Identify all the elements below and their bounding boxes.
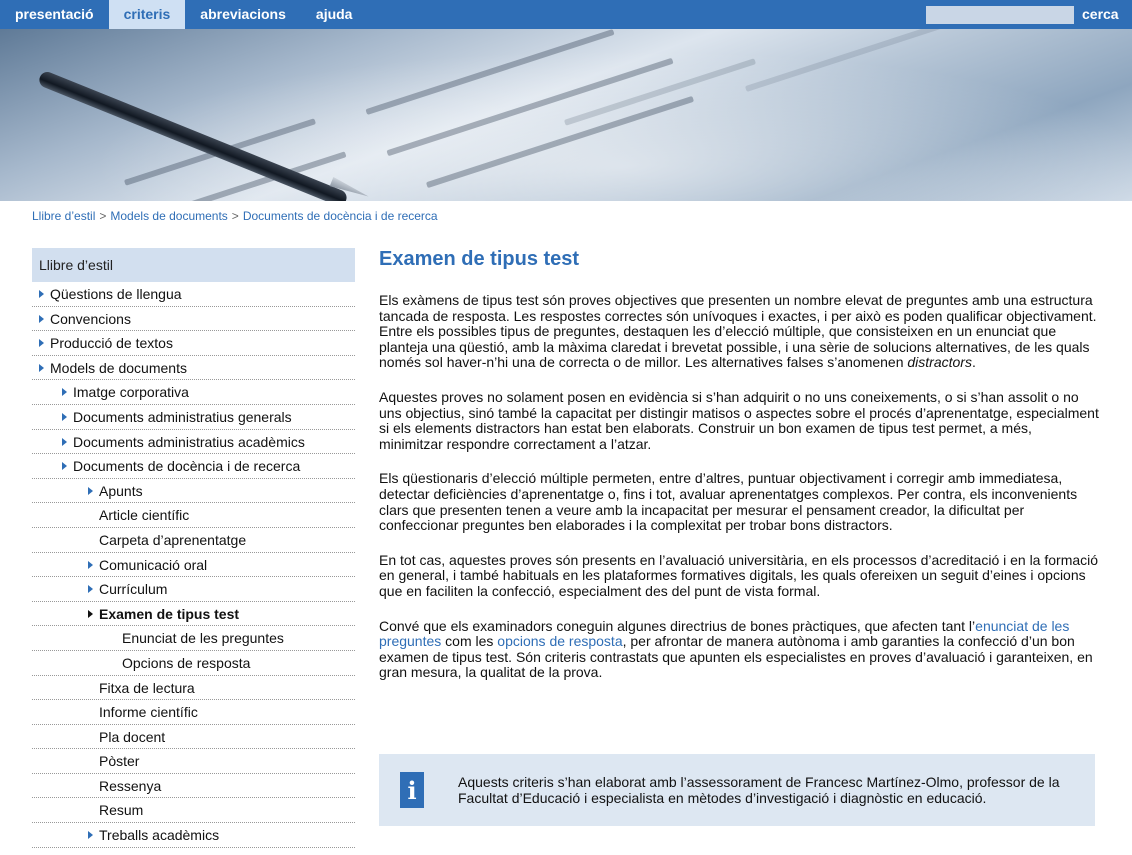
breadcrumb-separator: > — [231, 209, 239, 223]
tab-criteris[interactable]: criteris — [109, 0, 186, 29]
sidebar-item[interactable] — [32, 749, 355, 774]
breadcrumb — [32, 209, 438, 223]
chevron-right-icon — [88, 831, 93, 839]
chevron-right-icon — [88, 585, 93, 593]
sidebar-item[interactable] — [32, 454, 355, 479]
paragraph-evidence: Aquestes proves no solament posen en evidència si s’han adquirit o no uns coneixements, o si s’han assolit o no uns objectius, sinó també la capacitat per distingir matisos o aspectes sobre el procés d’aprenentatge, especialment si els elements distractors han estat ben elaborats. Construir un bon examen de tipus test permet, a més, minimitzar respondre correctament a l’atzar. — [379, 388, 1099, 452]
chevron-right-icon — [62, 413, 67, 421]
sidebar-item-label: Ressenya — [99, 777, 162, 794]
chevron-right-icon — [39, 290, 44, 298]
chevron-right-icon — [39, 339, 44, 347]
top-navigation-bar — [0, 0, 1132, 29]
sidebar-item-label: Documents administratius acadèmics — [73, 433, 305, 450]
link-opcions-resposta[interactable]: opcions de resposta — [497, 633, 623, 650]
paragraph-guidelines — [379, 619, 1099, 681]
paragraph-text: . — [971, 354, 976, 371]
sidebar-item-label: Examen de tipus test — [99, 605, 240, 622]
chevron-right-icon — [62, 462, 67, 470]
sidebar-item-label: Documents administratius generals — [73, 408, 292, 425]
emphasis-term: distractors — [907, 354, 972, 371]
breadcrumb-link[interactable]: Documents de docència i de recerca — [242, 209, 438, 223]
page-title: Examen de tipus test — [379, 248, 580, 270]
sidebar-item-label: Informe científic — [99, 704, 198, 721]
content-area — [0, 201, 1132, 855]
sidebar-title[interactable]: Llibre d’estil — [32, 248, 355, 282]
paragraph-context: En tot cas, aquestes proves són presents en l’avaluació universitària, en els processos d’acreditació i en la formació en general, i també habituals en les plataformes formatives digitals, les quals ofereixen un seguit d’eines i opcions que en faciliten la confecció, especialment des del punt de vista formal. — [379, 551, 1099, 599]
breadcrumb-link[interactable]: Models de documents — [110, 209, 228, 223]
sidebar-item-label: Pòster — [99, 753, 140, 770]
chevron-right-icon — [88, 487, 93, 495]
banner-book-shading — [0, 29, 1132, 201]
info-icon: i — [400, 772, 424, 808]
chevron-right-icon — [39, 315, 44, 323]
sidebar-navigation — [32, 248, 355, 848]
sidebar-item[interactable] — [32, 479, 355, 504]
sidebar-item[interactable] — [32, 676, 355, 701]
chevron-right-icon — [39, 364, 44, 372]
sidebar-item[interactable] — [32, 356, 355, 381]
sidebar-menu-list — [32, 282, 355, 848]
paragraph-text: Convé que els examinadors coneguin algunes directrius de bones pràctiques, que afecten tant l’ — [379, 617, 976, 634]
tab-ajuda[interactable]: ajuda — [315, 6, 353, 22]
sidebar-item[interactable] — [32, 774, 355, 799]
sidebar-item[interactable] — [32, 651, 355, 676]
sidebar-item[interactable] — [32, 823, 355, 848]
sidebar-item[interactable] — [32, 798, 355, 823]
sidebar-item-label: Convencions — [50, 310, 131, 327]
sidebar-item-label: Opcions de resposta — [122, 654, 251, 671]
sidebar-item-label: Currículum — [99, 581, 168, 598]
link-enunciat-preguntes[interactable]: enunciat de les preguntes — [379, 617, 1070, 650]
paragraph-text: , per afrontar de manera autònoma i amb garanties la confecció d’un bon examen de tipus test. Són criteris contrastats que apunten els especialistes en proves d’avaluació i garanteixen, en gran mesura, la qualitat de la prova. — [379, 633, 1093, 681]
breadcrumb-link[interactable]: Llibre d’estil — [32, 209, 96, 223]
chevron-right-icon — [62, 438, 67, 446]
sidebar-item-label: Imatge corporativa — [73, 384, 189, 401]
sidebar-item-label: Resum — [99, 802, 144, 819]
sidebar-item-label: Carpeta d’aprenentatge — [99, 531, 247, 548]
sidebar-item-label: Producció de textos — [50, 335, 173, 352]
paragraph-pros-cons: Els qüestionaris d’elecció múltiple permeten, entre d’altres, puntuar objectivament i corregir amb immediatesa, detectar deficiències d’aprenentatge o, fins i tot, avaluar aprenentatges complexos. Per contra, els inconvenients clars que presenten tenen a veure amb la incapacitat per mesurar el pensament creador, la dificultat per confeccionar preguntes ben elaborades i la complexitat per trobar bons distractors. — [379, 470, 1078, 534]
main-content — [379, 248, 1099, 806]
sidebar-item[interactable] — [32, 331, 355, 356]
sidebar-item-label: Enunciat de les preguntes — [122, 630, 284, 647]
sidebar-item-label: Article científic — [99, 507, 190, 524]
sidebar-item[interactable] — [32, 577, 355, 602]
paragraph-text: Els exàmens de tipus test són proves objectives que presenten un nombre elevat de preguntes amb una estructura tancada de resposta. Les respostes correctes són unívoques i exactes, i per això es poden qualificar objectivament. Entre els possibles tipus de preguntes, destaquen les d’elecció múltiple, que consisteixen en un enunciat que planteja una qüestió, amb la màxima claredat i brevetat possible, i una sèrie de solucions alternatives, de les quals només sol haver-n’hi una de correcta o de millor. Les alternatives falses s’anomenen — [379, 292, 1097, 371]
sidebar-item-label: Qüestions de llengua — [50, 286, 182, 302]
sidebar-item[interactable] — [32, 430, 355, 455]
tab-presentacio[interactable]: presentació — [15, 6, 94, 22]
sidebar-item-label: Fitxa de lectura — [99, 679, 195, 696]
sidebar-item[interactable] — [32, 602, 355, 627]
sidebar-item[interactable] — [32, 380, 355, 405]
tab-abreviacions[interactable]: abreviacions — [200, 6, 286, 22]
paragraph-text: com les — [441, 633, 498, 650]
sidebar-item-label: Apunts — [99, 482, 143, 499]
chevron-right-icon — [88, 561, 93, 569]
sidebar-item-label: Documents de docència i de recerca — [73, 458, 301, 475]
sidebar-item[interactable] — [32, 503, 355, 528]
sidebar-item[interactable] — [32, 626, 355, 651]
sidebar-item[interactable] — [32, 553, 355, 578]
search-button[interactable]: cerca — [1082, 6, 1119, 22]
sidebar-item-label: Comunicació oral — [99, 556, 208, 573]
header-banner-image — [0, 29, 1132, 201]
sidebar-item[interactable] — [32, 528, 355, 553]
info-note-box — [379, 754, 1095, 826]
sidebar-item[interactable] — [32, 405, 355, 430]
chevron-right-icon — [62, 388, 67, 396]
search-input[interactable] — [926, 6, 1074, 24]
sidebar-item-label: Pla docent — [99, 728, 166, 745]
sidebar-item-label: Treballs acadèmics — [99, 827, 220, 844]
info-note-text: Aquests criteris s’han elaborat amb l’assessorament de Francesc Martínez-Olmo, professor de la Facultat d’Educació i especialista en mètodes d’investigació i diagnòstic en educació. — [458, 774, 1060, 806]
chevron-right-icon — [88, 610, 93, 618]
breadcrumb-separator: > — [99, 209, 107, 223]
sidebar-item[interactable] — [32, 307, 355, 332]
paragraph-intro — [379, 293, 1099, 371]
sidebar-item[interactable] — [32, 725, 355, 750]
sidebar-item[interactable] — [32, 282, 355, 307]
sidebar-item[interactable] — [32, 700, 355, 725]
sidebar-item-label: Models de documents — [50, 359, 187, 376]
